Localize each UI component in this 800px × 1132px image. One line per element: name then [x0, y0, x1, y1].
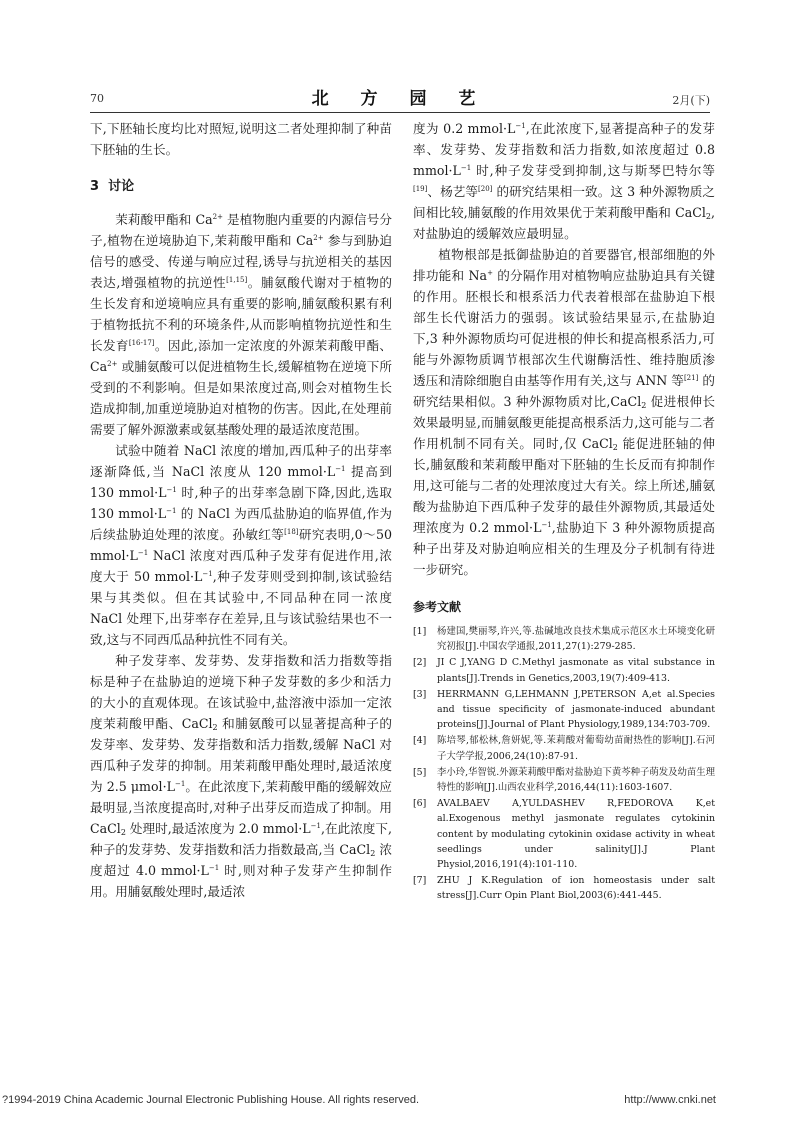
reference-item — [413, 733, 715, 763]
paragraph: 植物根部是抵御盐胁迫的首要器官,根部细胞的外排功能和 Na+ 的分隔作用对植物响应盐胁迫具有关键的作用。胚根长和根系活力代表着根部在盐胁迫下根部生长代谢活力的强弱。该试验结果显示,在盐胁迫下,3 种外源物质均可促进根的伸长和提高根系活力,可能与外源物质调节根部次生代谢酶活性、维持胞质渗透压和清除细胞自由基等作用有关,这与 ANN 等[21] 的研究结果相似。3 种外源物质对比,CaCl$_2$ 促进根伸长效果最明显,而脯氨酸更能提高根系活力,这可能与二者作用机制不同有关。同时,仅 CaCl$_2$ 能促进胚轴的伸长,脯氨酸和茉莉酸甲酯对下胚轴的生长反而有抑制作用,这可能与二者的处理浓度过大有关。综上所述,脯氨酸为盐胁迫下西瓜种子发芽的最佳外源物质,其最适处理浓度为 0.2 $mmol\cdot L^{-1}$,盐胁迫下 3 种外源物质提高种子出芽及对胁迫响应相关的生理及分子机制有待进一步研究。 — [413, 247, 715, 577]
reference-text: AVALBAEV A,YULDASHEV R,FEDOROVA K,et al.Exogenous methyl jasmonate regulates cytokinin content by modulating cytokinin oxidase activity in wheat seedlings under salinity[J].J Plant Physiol,2016,191(4):101-110. — [437, 798, 715, 871]
reference-item — [413, 687, 715, 733]
reference-number: [1] — [413, 626, 427, 637]
section-title: 讨论 — [108, 179, 135, 194]
reference-text: JI C J,YANG D C.Methyl jasmonate as vital substance in plants[J].Trends in Genetics,2003,19(7):409-413. — [437, 657, 715, 684]
reference-item — [413, 873, 715, 903]
reference-item — [413, 796, 715, 872]
section-number: 3 — [90, 179, 100, 194]
citation: [18] — [284, 528, 299, 536]
issue-date: 2月(下) — [672, 94, 710, 107]
page-number: 70 — [90, 92, 104, 105]
citation: [20] — [478, 185, 493, 193]
reference-item — [413, 765, 715, 795]
copyright-notice: ?1994-2019 China Academic Journal Electronic Publishing House. All rights reserved. — [2, 1094, 420, 1106]
references-heading: 参考文献 — [413, 600, 462, 614]
reference-text: 李小玲,华智锐.外源茉莉酸甲酯对盐胁迫下黄芩种子萌发及幼苗生理特性的影响[J].山西农业科学,2016,44(11):1603-1607. — [437, 766, 715, 794]
reference-number: [2] — [413, 657, 427, 669]
reference-number: [7] — [413, 875, 427, 887]
paragraph: 度为 0.2 $mmol\cdot L^{-1}$,在此浓度下,显著提高种子的发芽率、发芽势、发芽指数和活力指数,如浓度超过 0.8 $mmol\cdot L^{-1}$ 时,种子发芽受到抑制,这与斯琴巴特尔等[19]、杨艺等[20] 的研究结果相一致。这 3 种外源物质之间相比较,脯氨酸的作用效果优于茉莉酸甲酯和 CaCl$_2$,对盐胁迫的缓解效应最明显。 — [413, 121, 715, 241]
reference-text: 陈培琴,郁松林,詹妍妮,等.茉莉酸对葡萄幼苗耐热性的影响[J].石河子大学学报,2006,24(10):87-91. — [437, 735, 715, 762]
paragraph: 试验中随着 NaCl 浓度的增加,西瓜种子的出芽率逐渐降低,当 NaCl 浓度从 120 $mmol\cdot L^{-1}$ 提高到 130 $mmol\cdot L^{-1}$ 时,种子的出芽率急剧下降,因此,选取 130 $mmol\cdot L^{-1}$ 的 NaCl 为西瓜盐胁迫的临界值,作为后续盐胁迫处理的浓度。孙敏红等[18]研究表明,0～50 $mmol\cdot L^{-1}$ NaCl 浓度对西瓜种子发芽有促进作用,浓度大于 50 $mmol\cdot L^{-1}$,种子发芽则受到抑制,该试验结果与其类似。但在其试验中,不同品种在同一浓度 NaCl 处理下,出芽率存在差异,且与该试验结果也不一致,这与不同西瓜品种抗性不同有关。 — [90, 443, 393, 647]
paragraph: 茉莉酸甲酯和 $Ca^{2+}$ 是植物胞内重要的内源信号分子,植物在逆境胁迫下,茉莉酸甲酯和 $Ca^{2+}$ 参与到胁迫信号的感受、传递与响应过程,诱导与抗逆相关的基因表达,增强植物的抗逆性[1,15]。脯氨酸代谢对于植物的生长发育和逆境响应具有重要的影响,脯氨酸积累有利于植物抵抗不利的环境条件,从而影响植物抗逆性和生长发育[16-17]。因此,添加一定浓度的外源茉莉酸甲酯、$Ca^{2+}$ 或脯氨酸可以促进植物生长,缓解植物在逆境下所受到的不利影响。但是如果浓度过高,则会对植物生长造成抑制,加重逆境胁迫对植物的伤害。因此,在处理前需要了解外源激素或氨基酸处理的最适浓度范围。 — [90, 212, 392, 437]
reference-number: [5] — [413, 766, 427, 778]
footer-link[interactable]: http://www.cnki.net — [624, 1094, 716, 1106]
reference-item — [413, 624, 715, 654]
journal-title: 北 方 园 艺 — [311, 89, 489, 109]
left-column — [90, 118, 392, 902]
citation: [16-17] — [128, 339, 155, 347]
section-heading — [90, 176, 392, 197]
reference-list — [413, 624, 715, 904]
paragraph: 下,下胚轴长度均比对照短,说明这二者处理抑制了种苗下胚轴的生长。 — [90, 121, 392, 157]
reference-text: 杨建国,樊丽琴,许兴,等.盐碱地改良技术集成示范区水土环境变化研究初报[J].中国农学通报,2011,27(1):279-285. — [437, 626, 715, 653]
citation: [19] — [413, 185, 428, 193]
reference-item — [413, 655, 715, 685]
right-column — [413, 118, 715, 905]
paragraph: 种子发芽率、发芽势、发芽指数和活力指数等指标是种子在盐胁迫的逆境下种子发芽数的多少和活力的大小的直观体现。在该试验中,盐溶液中添加一定浓度茉莉酸甲酯、CaCl$_2$ 和脯氨酸可以显著提高种子的发芽率、发芽势、发芽指数和活力指数,缓解 NaCl 对西瓜种子发芽的抑制。用茉莉酸甲酯处理时,最适浓度为 2.5 $\mu mol\cdot L^{-1}$。在此浓度下,茉莉酸甲酯的缓解效应最明显,当浓度提高时,对种子出芽反而造成了抑制。用 CaCl$_2$ 处理时,最适浓度为 2.0 $mmol\cdot L^{-1}$,在此浓度下,种子的发芽势、发芽指数和活力指数最高,当 CaCl$_2$ 浓度超过 4.0 $mmol\cdot L^{-1}$ 时,则对种子发芽产生抑制作用。用脯氨酸处理时,最适浓 — [90, 653, 392, 899]
page-header — [90, 84, 710, 114]
reference-text: HERRMANN G,LEHMANN J,PETERSON A,et al.Species and tissue specificity of jasmonate-induced abundant proteins[J].Journal of Plant Physiology,1989,134:703-709. — [437, 688, 715, 731]
citation: [1,15] — [226, 276, 248, 284]
reference-text: ZHU J K.Regulation of ion homeostasis under salt stress[J].Curr Opin Plant Biol,2003(6):441-445. — [437, 875, 715, 902]
reference-number: [4] — [413, 735, 427, 747]
header-rule — [90, 112, 710, 113]
citation: [21] — [683, 374, 699, 382]
reference-number: [6] — [413, 798, 427, 810]
reference-number: [3] — [413, 688, 427, 700]
